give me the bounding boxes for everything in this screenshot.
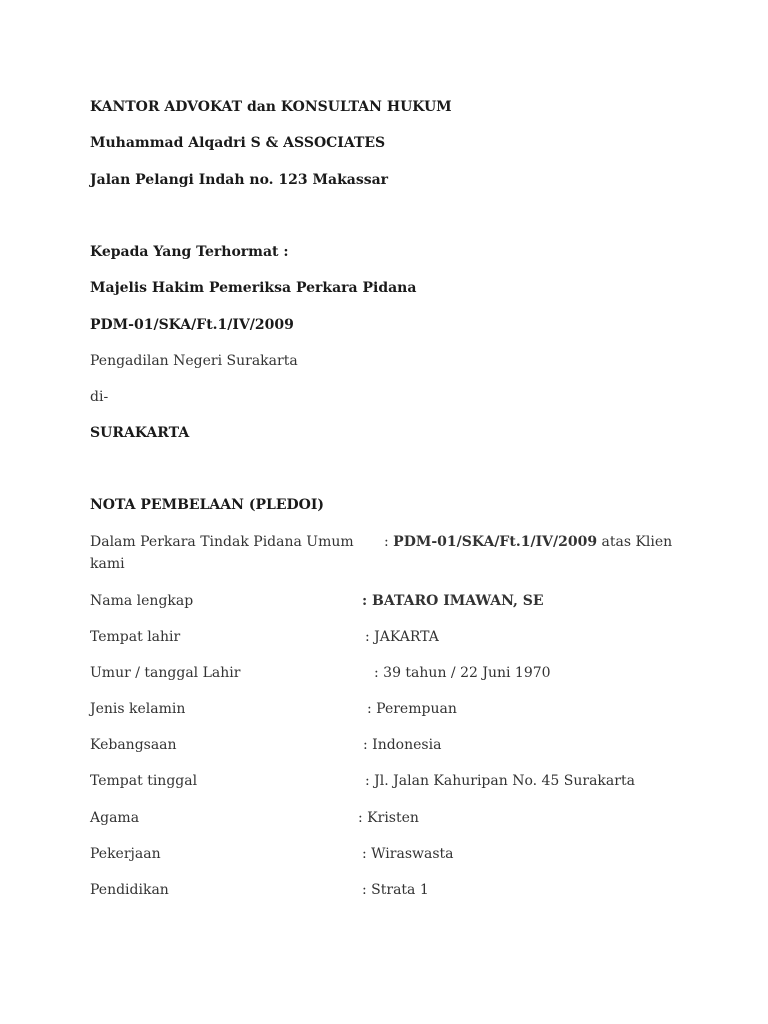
field-value: : 39 tahun / 22 Juni 1970 (374, 665, 551, 681)
field-label: Kebangsaan (90, 737, 177, 753)
case-suffix: atas Klien (601, 534, 673, 550)
city-line: SURAKARTA (90, 425, 190, 441)
field-row-tempat-tinggal (90, 771, 690, 791)
panel-line: Majelis Hakim Pemeriksa Perkara Pidana (90, 280, 417, 296)
field-row-tempat-lahir (90, 627, 690, 647)
case-line (90, 532, 690, 552)
case-value (384, 532, 672, 552)
field-value: : BATARO IMAWAN, SE (362, 593, 544, 609)
field-label: Tempat lahir (90, 629, 181, 645)
di-line: di- (90, 389, 109, 405)
field-value: : JAKARTA (365, 629, 439, 645)
field-row-agama (90, 808, 690, 828)
field-value: : Perempuan (367, 701, 457, 717)
field-label: Umur / tanggal Lahir (90, 665, 241, 681)
field-label: Pendidikan (90, 882, 169, 898)
salutation: Kepada Yang Terhormat : (90, 244, 289, 260)
field-value: : Indonesia (363, 737, 442, 753)
firm-name: Muhammad Alqadri S & ASSOCIATES (90, 135, 386, 151)
field-row-jenis-kelamin (90, 699, 690, 719)
field-label: Pekerjaan (90, 846, 161, 862)
field-value: : Kristen (358, 810, 419, 826)
field-label: Tempat tinggal (90, 773, 198, 789)
field-row-nama (90, 591, 690, 611)
field-value: : Wiraswasta (362, 846, 454, 862)
case-label: Dalam Perkara Tindak Pidana Umum (90, 534, 354, 550)
field-row-pendidikan (90, 880, 690, 900)
field-label: Nama lengkap (90, 593, 194, 609)
field-row-pekerjaan (90, 844, 690, 864)
case-colon: : (384, 534, 389, 550)
document-title: NOTA PEMBELAAN (PLEDOI) (90, 497, 324, 513)
field-value: : Jl. Jalan Kahuripan No. 45 Surakarta (365, 773, 635, 789)
firm-address: Jalan Pelangi Indah no. 123 Makassar (90, 172, 389, 188)
field-row-umur (90, 663, 690, 683)
field-label: Jenis kelamin (90, 701, 186, 717)
case-suffix-continued: kami (90, 556, 125, 572)
court-name: Pengadilan Negeri Surakarta (90, 353, 298, 369)
case-reference: PDM-01/SKA/Ft.1/IV/2009 (90, 317, 294, 333)
case-number: PDM-01/SKA/Ft.1/IV/2009 (393, 534, 598, 550)
office-heading: KANTOR ADVOKAT dan KONSULTAN HUKUM (90, 99, 452, 115)
field-value: : Strata 1 (362, 882, 429, 898)
field-label: Agama (90, 810, 140, 826)
field-row-kebangsaan (90, 735, 690, 755)
